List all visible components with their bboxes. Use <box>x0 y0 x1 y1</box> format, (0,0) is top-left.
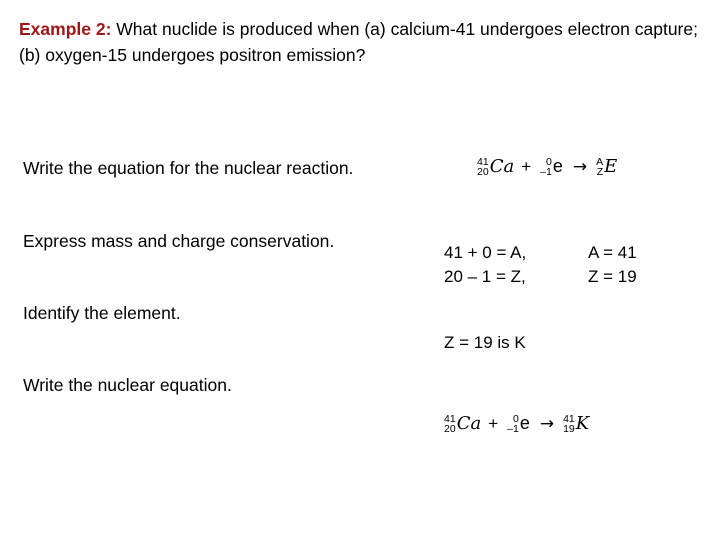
reactant-nuclide <box>477 156 514 177</box>
step-conservation: Express mass and charge conservation. <box>23 231 335 251</box>
example-label: Example 2: <box>19 19 112 39</box>
plus-sign: + <box>521 156 532 176</box>
reaction-arrow: → <box>572 156 588 177</box>
particle-mass: 0 <box>512 412 519 425</box>
particle-charge: –1 <box>507 422 519 435</box>
product-charge: Z <box>596 165 604 178</box>
step-write-nuclear: Write the nuclear equation. <box>23 375 232 395</box>
problem-statement <box>19 16 709 68</box>
particle-charge: –1 <box>540 165 552 178</box>
charge-result: Z = 19 <box>588 267 637 286</box>
product-nuclide <box>596 156 617 177</box>
reactant-charge: 20 <box>444 422 456 435</box>
reactant-symbol: Ca <box>456 413 482 434</box>
element-identification: Z = 19 is K <box>444 333 526 352</box>
particle-nuclide <box>507 413 530 434</box>
product-symbol: K <box>575 413 590 434</box>
particle-mass: 0 <box>545 155 552 168</box>
particle-nuclide <box>540 156 563 177</box>
question-text: What nuclide is produced when (a) calcium-41 undergoes electron capture; (b) oxygen-15 undergoes positron emission? <box>19 19 698 65</box>
particle-symbol: e <box>519 413 530 433</box>
product-nuclide <box>563 413 589 434</box>
particle-symbol: e <box>552 156 563 176</box>
nuclear-equation-1 <box>477 156 617 177</box>
reactant-symbol: Ca <box>489 156 515 177</box>
nuclear-equation-2 <box>444 413 589 434</box>
reactant-charge: 20 <box>477 165 489 178</box>
plus-sign: + <box>488 413 499 433</box>
step-write-equation: Write the equation for the nuclear reaction. <box>23 158 354 178</box>
reactant-mass: 41 <box>444 412 456 425</box>
reactant-mass: 41 <box>477 155 489 168</box>
charge-conservation-eq: 20 – 1 = Z, <box>444 267 526 286</box>
step-identify: Identify the element. <box>23 303 181 323</box>
reactant-nuclide <box>444 413 481 434</box>
product-symbol: E <box>604 156 618 177</box>
product-mass: A <box>596 155 604 168</box>
product-charge: 19 <box>563 422 575 435</box>
mass-conservation-eq: 41 + 0 = A, <box>444 243 527 262</box>
reaction-arrow: → <box>539 413 555 434</box>
mass-result: A = 41 <box>588 243 637 262</box>
product-mass: 41 <box>563 412 575 425</box>
